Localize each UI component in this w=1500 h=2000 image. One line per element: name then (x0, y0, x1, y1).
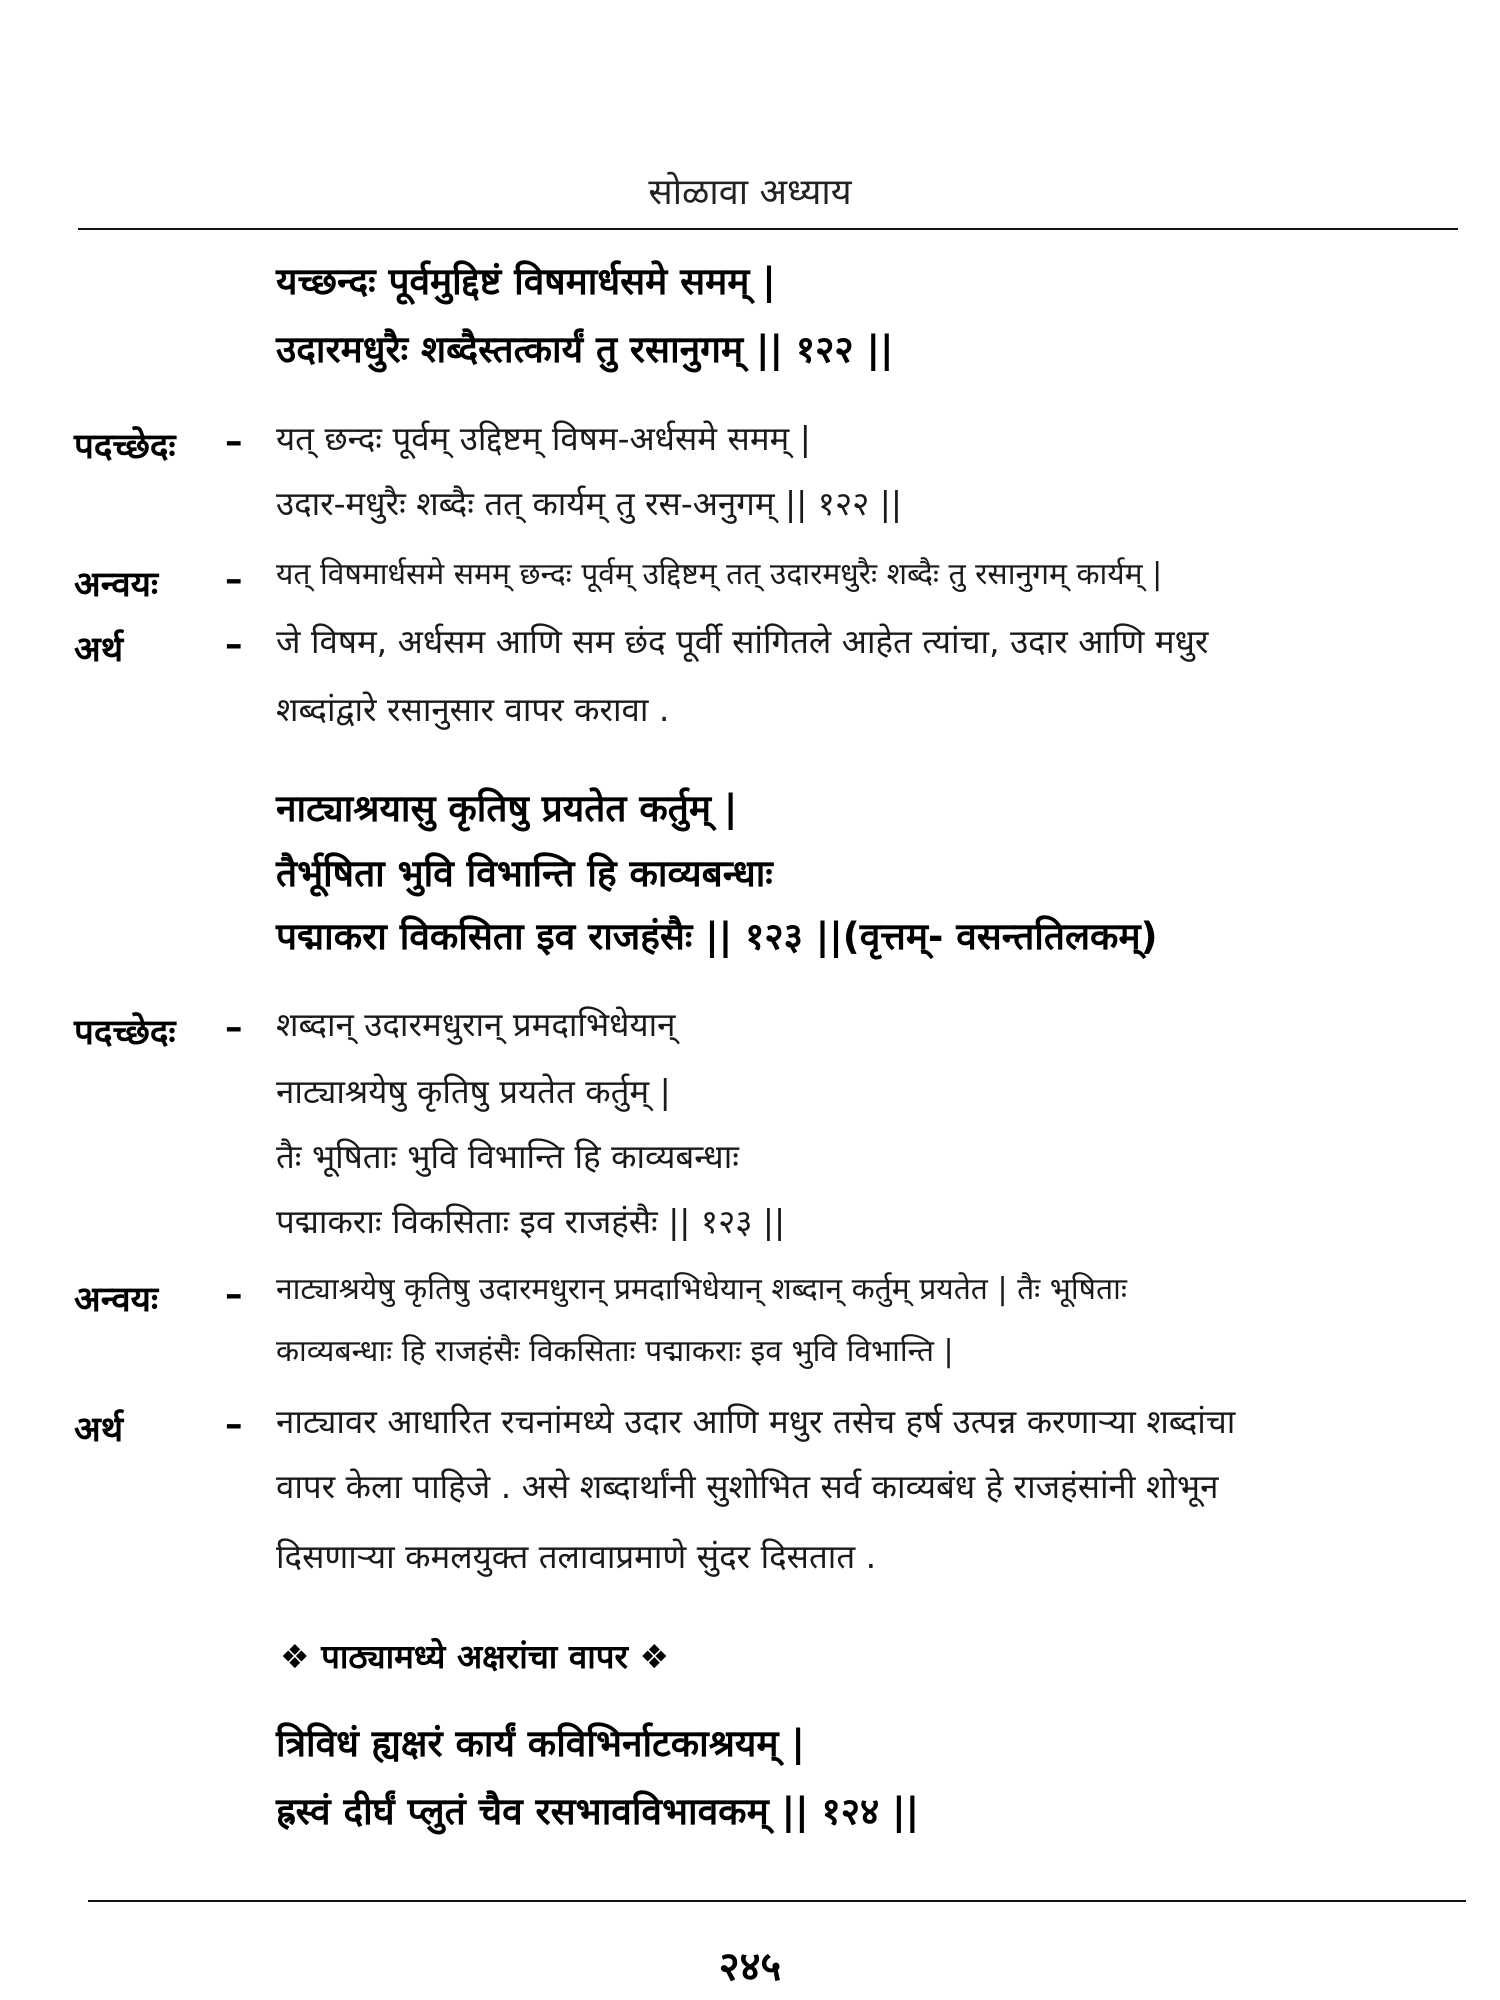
verse-122-line-2: उदारमधुरैः शब्दैस्तत्कार्यं तु रसानुगम् || १२२ || (276, 328, 894, 371)
padacheda-line: शब्दान् उदारमधुरान् प्रमदाभिधेयान् (276, 1005, 676, 1044)
verse-123-line-3: पद्माकरा विकसिता इव राजहंसैः || १२३ ||(वृत्तम्- वसन्ततिलकम्) (276, 915, 1158, 958)
running-title: सोळावा अध्याय (648, 172, 852, 213)
padacheda-dash: – (225, 422, 243, 462)
anvaya-dash: – (225, 560, 243, 600)
artha-line: नाट्यावर आधारित रचनांमध्ये उदार आणि मधुर तसेच हर्ष उत्पन्न करणाऱ्या शब्दांचा (276, 1402, 1236, 1441)
verse-122-line-1: यच्छन्दः पूर्वमुद्दिष्टं विषमार्धसमे समम् | (276, 260, 776, 303)
anvaya-line: काव्यबन्धाः हि राजहंसैः विकसिताः पद्माकराः इव भुवि विभान्ति | (276, 1334, 954, 1369)
padacheda-dash: – (225, 1008, 243, 1048)
header-rule (78, 228, 1458, 230)
page-number: २४५ (718, 1944, 782, 1990)
artha-line: जे विषम, अर्धसम आणि सम छंद पूर्वी सांगितले आहेत त्यांचा, उदार आणि मधुर (276, 622, 1209, 661)
anvaya-dash: – (225, 1275, 243, 1315)
padacheda-line: नाट्याश्रयेषु कृतिषु प्रयतेत कर्तुम् | (276, 1072, 671, 1111)
artha-label: अर्थ (74, 630, 124, 670)
section-heading: ❖ पाठ्यामध्ये अक्षरांचा वापर ❖ (280, 1637, 670, 1676)
artha-line: दिसणाऱ्या कमलयुक्त तलावाप्रमाणे सुंदर दिसतात . (276, 1537, 877, 1576)
artha-line: वापर केला पाहिजे . असे शब्दार्थांनी सुशोभित सर्व काव्यबंध हे राजहंसांनी शोभून (276, 1467, 1219, 1506)
verse-123-line-2: तैर्भूषिता भुवि विभान्ति हि काव्यबन्धाः (276, 852, 773, 895)
verse-124-line-2: ह्रस्वं दीर्घं प्लुतं चैव रसभावविभावकम् || १२४ || (276, 1790, 920, 1833)
padacheda-label: पदच्छेदः (74, 1013, 176, 1053)
artha-line: शब्दांद्वारे रसानुसार वापर करावा . (276, 690, 670, 729)
anvaya-line: यत् विषमार्धसमे समम् छन्दः पूर्वम् उद्दिष्टम् तत् उदारमधुरैः शब्दैः तु रसानुगम् कार्यम् | (276, 557, 1163, 592)
anvaya-line: नाट्याश्रयेषु कृतिषु उदारमधुरान् प्रमदाभिधेयान् शब्दान् कर्तुम् प्रयतेत | तैः भूषिताः (276, 1272, 1127, 1307)
padacheda-line: तैः भूषिताः भुवि विभान्ति हि काव्यबन्धाः (276, 1137, 739, 1176)
artha-label: अर्थ (74, 1410, 124, 1450)
artha-dash: – (225, 625, 243, 665)
padacheda-label: पदच्छेदः (74, 427, 176, 467)
verse-124-line-1: त्रिविधं ह्यक्षरं कार्यं कविभिर्नाटकाश्रयम् | (276, 1722, 805, 1765)
padacheda-line: पद्माकराः विकसिताः इव राजहंसैः || १२३ || (276, 1202, 786, 1241)
footer-rule (88, 1900, 1466, 1902)
padacheda-line: उदार-मधुरैः शब्दैः तत् कार्यम् तु रस-अनुगम् || १२२ || (276, 484, 902, 523)
anvaya-label: अन्वयः (74, 565, 159, 605)
verse-123-line-1: नाट्याश्रयासु कृतिषु प्रयतेत कर्तुम् | (276, 787, 738, 830)
padacheda-line: यत् छन्दः पूर्वम् उद्दिष्टम् विषम-अर्धसमे समम् | (276, 419, 811, 458)
anvaya-label: अन्वयः (74, 1280, 159, 1320)
artha-dash: – (225, 1405, 243, 1445)
